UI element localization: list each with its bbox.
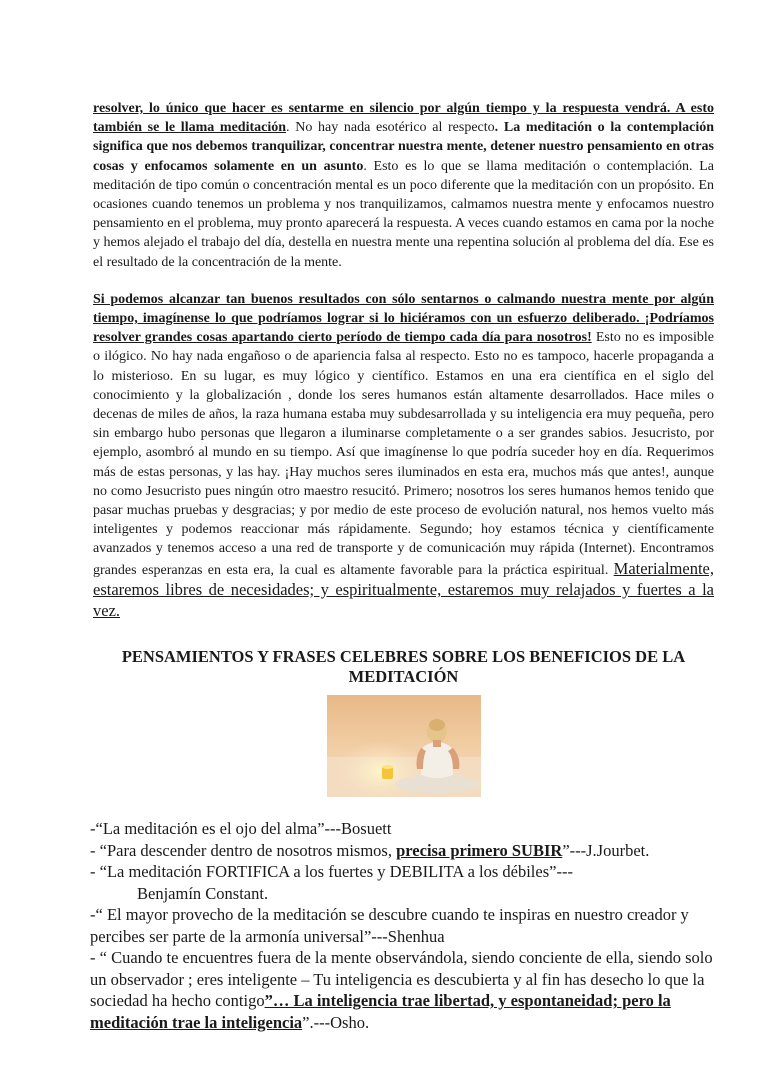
quote-3-author: Benjamín Constant. [137, 883, 269, 903]
paragraph-1 [93, 99, 714, 272]
quote-1: -“La meditación es el ojo del alma”---Bosuett [90, 819, 392, 838]
p1-underlined-bold: resolver, lo único que hacer es sentarme en silencio por algún tiempo y la respuesta vendrá. A esto también se le llama meditación [93, 101, 714, 136]
quote-5-emphasis: ”… La inteligencia trae libertad, y espontaneidad; pero la meditación trae la inteligencia [90, 991, 671, 1032]
p2-text: Esto no es imposible o ilógico. No hay nada engañoso o de apariencia falsa al respecto. Esto no es tampoco, hacerle propaganda a lo misterioso. En su lugar, es muy lógico y científico. Estamos en una era científica en el siglo del conocimiento y la globalización , donde los seres humanos están altamente desarrollados. Hace miles o decenas de miles de años, la raza humana estaba muy subdesarrollada y su inteligencia era muy pequeña, pero sin embargo hubo personas que llegaron a iluminarse completamente o a ser grandes sabios. Jesucristo, por ejemplo, asombró al mundo en su tiempo. Así que imagínense lo que podría suceder hoy en día. Requerimos más de estas personas, y las hay. ¡Hay muchos seres iluminados en esta era, muchos más que antes!, aunque no como Jesucristo pues ningún otro maestro resucitó. Primero; nosotros los seres humanos hemos tenido que pasar muchas pruebas y desgracias; y por medio de este proceso de evolución natural, nos hemos vuelto más inteligentes y podemos reaccionar más rápidamente. Segundo; hoy estamos técnica y científicamente avanzados y tenemos acceso a una red de transporte y de comunicación muy rápida (Internet). Encontramos grandes esperanzas en esta era, la cual es altamente favorable para la práctica espiritual. [93, 330, 715, 578]
section-heading: PENSAMIENTOS Y FRASES CELEBRES SOBRE LOS BENEFICIOS DE LA MEDITACIÓN [121, 647, 686, 687]
quote-4: -“ El mayor provecho de la meditación se descubre cuando te inspiras en nuestro creador y percibes ser parte de la armonía universal”---Shenhua [90, 905, 689, 946]
p1-text-a: . No hay nada esotérico al respecto [286, 120, 495, 136]
quote-2: - “Para descender dentro de nosotros mismos, precisa primero SUBIR”---J.Jourbet. [90, 840, 650, 860]
p2-large-underlined: Materialmente, estaremos libres de necesidades; y espiritualmente, estaremos muy relajados y fuertes a la vez. [93, 558, 714, 621]
p2-underlined-bold: Si podemos alcanzar tan buenos resultados con sólo sentarnos o calmando nuestra mente por algún tiempo, imagínense lo que podríamos lograr si lo hiciéramos con un esfuerzo deliberado. ¡Podríamos resolver grandes cosas apartando cierto período de tiempo cada día para nosotros! [93, 291, 714, 346]
quote-5: - “ Cuando te encuentres fuera de la mente observándola, siendo conciente de ella, siendo solo un observador ; eres inteligente – Tu inteligencia es descubierta y al fin has desecho lo que la sociedad ha hecho contigo”… La inteligencia trae libertad, y espontaneidad; pero la meditación trae la inteligencia”.---Osho. [90, 948, 713, 1032]
meditation-photo [327, 695, 481, 797]
paragraph-2 [93, 290, 714, 622]
p1-text-b: . Esto es lo que se llama meditación o contemplación. La meditación de tipo común o concentración mental es un poco diferente que la meditación con un propósito. En ocasiones cuando tenemos un problema y nos tranquilizamos, calmamos nuestra mente y enfocamos nuestro pensamiento en el problema, muy pronto aparecerá la respuesta. A veces cuando estamos en cama por la noche y hemos alejado el trabajo del día, destella en nuestra mente una repentina solución al problema del día. Ese es el resultado de la concentración de la mente. [93, 158, 714, 270]
quote-2-emphasis: precisa primero SUBIR [396, 840, 563, 860]
quotes-list [90, 818, 720, 1033]
p1-bold: . La meditación o la contemplación significa que nos debemos tranquilizar, concentrar nuestra mente, detener nuestro pensamiento en otras cosas y enfocamos solamente en un asunto [93, 120, 715, 174]
quote-3: - “La meditación FORTIFICA a los fuertes y DEBILITA a los débiles”--- [90, 862, 573, 881]
document-page [93, 99, 714, 797]
